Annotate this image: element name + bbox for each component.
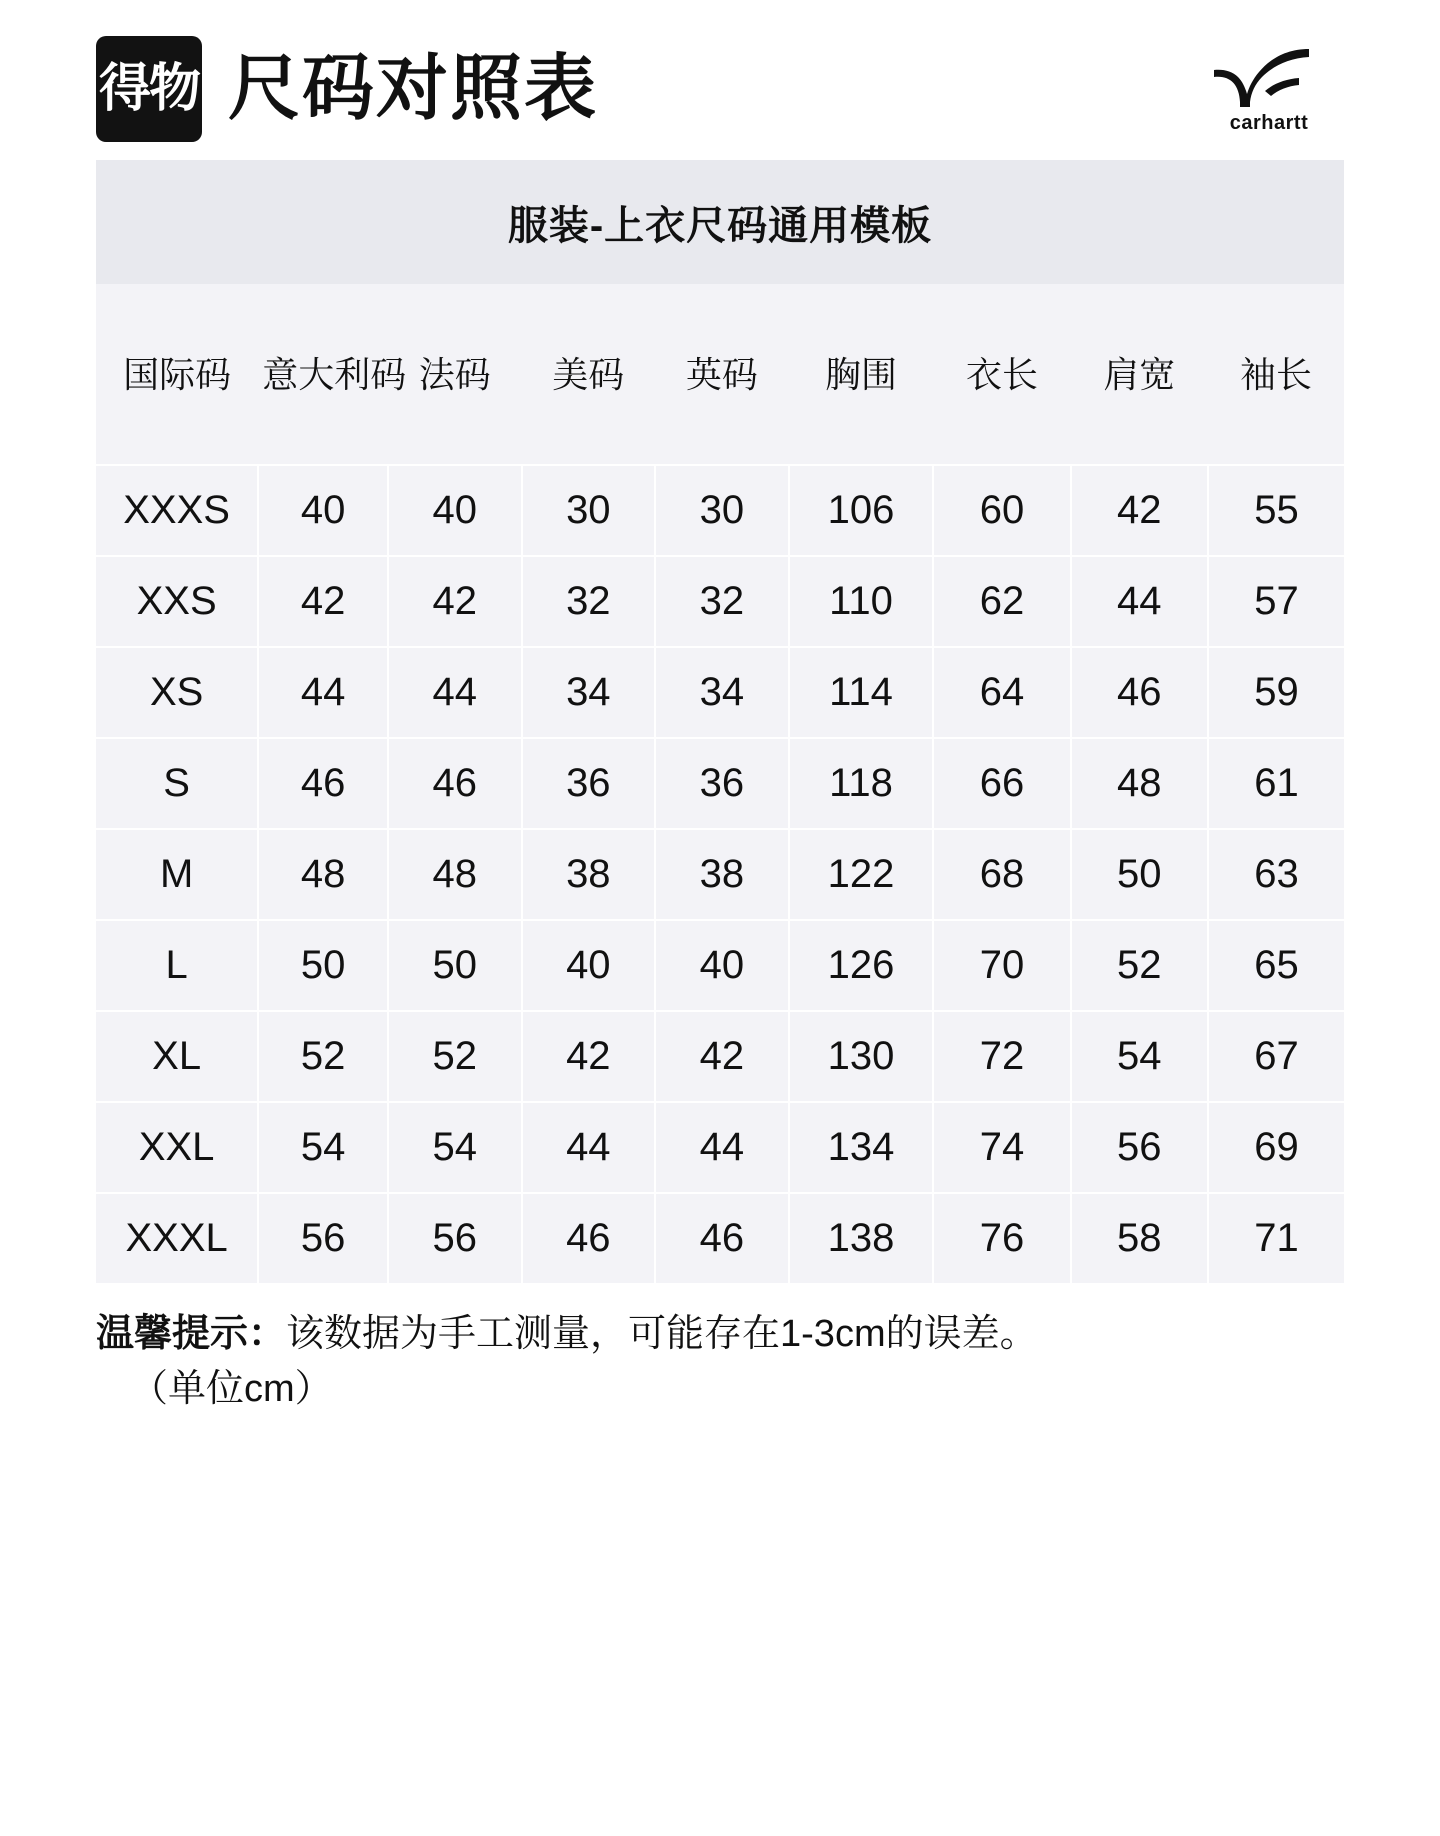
table-row xyxy=(96,1102,1344,1193)
table-row xyxy=(96,647,1344,738)
column-header-sleeve: 袖长 xyxy=(1239,353,1312,395)
table-row xyxy=(96,920,1344,1011)
cell-uk: 34 xyxy=(655,647,789,738)
cell-france: 52 xyxy=(388,1011,522,1102)
measurement-note xyxy=(96,1307,1344,1417)
cell-length: 70 xyxy=(933,920,1070,1011)
carhartt-logo-icon xyxy=(1211,44,1327,110)
cell-size: M xyxy=(96,829,258,920)
page-title: 尺码对照表 xyxy=(228,49,599,129)
column-header-length: 衣长 xyxy=(966,353,1039,395)
cell-size: L xyxy=(96,920,258,1011)
cell-chest: 122 xyxy=(789,829,934,920)
cell-length: 66 xyxy=(933,738,1070,829)
cell-size: XXXL xyxy=(96,1193,258,1283)
cell-france: 48 xyxy=(388,829,522,920)
cell-size: XL xyxy=(96,1011,258,1102)
cell-shoulder: 58 xyxy=(1071,1193,1208,1283)
cell-france: 54 xyxy=(388,1102,522,1193)
cell-length: 72 xyxy=(933,1011,1070,1102)
cell-size: XXS xyxy=(96,556,258,647)
cell-uk: 46 xyxy=(655,1193,789,1283)
cell-chest: 106 xyxy=(789,465,934,556)
cell-shoulder: 54 xyxy=(1071,1011,1208,1102)
cell-us: 44 xyxy=(522,1102,656,1193)
cell-size: XXL xyxy=(96,1102,258,1193)
cell-sleeve: 57 xyxy=(1254,579,1299,623)
cell-italy: 50 xyxy=(258,920,388,1011)
cell-sleeve: 69 xyxy=(1254,1125,1299,1169)
cell-chest: 130 xyxy=(789,1011,934,1102)
cell-us: 38 xyxy=(522,829,656,920)
cell-uk: 44 xyxy=(655,1102,789,1193)
table-body xyxy=(96,465,1344,1283)
cell-chest: 114 xyxy=(789,647,934,738)
cell-size: XXXS xyxy=(96,465,258,556)
cell-sleeve: 67 xyxy=(1254,1034,1299,1078)
column-header-chest: 胸围 xyxy=(824,353,897,395)
cell-us: 46 xyxy=(522,1193,656,1283)
cell-us: 36 xyxy=(522,738,656,829)
dewu-brand-badge xyxy=(96,36,202,142)
cell-italy: 40 xyxy=(258,465,388,556)
note-text: 该数据为手工测量，可能存在1-3cm的误差。 xyxy=(286,1313,1038,1355)
cell-sleeve: 71 xyxy=(1254,1216,1299,1260)
cell-size: XS xyxy=(96,647,258,738)
cell-uk: 32 xyxy=(655,556,789,647)
cell-italy: 52 xyxy=(258,1011,388,1102)
table-row xyxy=(96,829,1344,920)
size-table xyxy=(96,284,1344,1283)
cell-italy: 48 xyxy=(258,829,388,920)
cell-france: 42 xyxy=(388,556,522,647)
column-header-uk: 英码 xyxy=(685,353,758,395)
cell-shoulder: 50 xyxy=(1071,829,1208,920)
cell-italy: 42 xyxy=(258,556,388,647)
cell-france: 50 xyxy=(388,920,522,1011)
cell-uk: 40 xyxy=(655,920,789,1011)
table-caption: 服装-上衣尺码通用模板 xyxy=(96,160,1344,284)
cell-length: 76 xyxy=(933,1193,1070,1283)
cell-france: 40 xyxy=(388,465,522,556)
note-unit: （单位cm） xyxy=(130,1368,333,1411)
cell-chest: 118 xyxy=(789,738,934,829)
cell-sleeve: 63 xyxy=(1254,852,1299,896)
brand-logo xyxy=(1194,29,1344,149)
column-header-italy: 意大利码 xyxy=(262,353,407,395)
cell-sleeve: 59 xyxy=(1254,670,1299,714)
cell-chest: 138 xyxy=(789,1193,934,1283)
table-row xyxy=(96,465,1344,556)
cell-italy: 56 xyxy=(258,1193,388,1283)
cell-chest: 134 xyxy=(789,1102,934,1193)
carhartt-wordmark: carhartt xyxy=(1229,111,1309,134)
cell-sleeve: 65 xyxy=(1254,943,1299,987)
cell-length: 62 xyxy=(933,556,1070,647)
cell-uk: 42 xyxy=(655,1011,789,1102)
table-header xyxy=(96,284,1344,465)
table-row xyxy=(96,1193,1344,1283)
cell-chest: 110 xyxy=(789,556,934,647)
cell-us: 40 xyxy=(522,920,656,1011)
cell-shoulder: 42 xyxy=(1071,465,1208,556)
cell-sleeve: 61 xyxy=(1254,761,1299,805)
cell-length: 68 xyxy=(933,829,1070,920)
table-row xyxy=(96,738,1344,829)
page-header xyxy=(96,0,1344,160)
cell-size: S xyxy=(96,738,258,829)
dewu-brand-badge-label: 得物 xyxy=(98,59,199,119)
table-row xyxy=(96,1011,1344,1102)
cell-sleeve: 55 xyxy=(1254,488,1299,532)
cell-uk: 30 xyxy=(655,465,789,556)
cell-length: 60 xyxy=(933,465,1070,556)
cell-shoulder: 46 xyxy=(1071,647,1208,738)
cell-shoulder: 52 xyxy=(1071,920,1208,1011)
cell-us: 34 xyxy=(522,647,656,738)
cell-us: 30 xyxy=(522,465,656,556)
cell-length: 74 xyxy=(933,1102,1070,1193)
cell-shoulder: 56 xyxy=(1071,1102,1208,1193)
cell-france: 56 xyxy=(388,1193,522,1283)
cell-italy: 46 xyxy=(258,738,388,829)
cell-uk: 36 xyxy=(655,738,789,829)
table-header-row xyxy=(96,284,1344,465)
note-label: 温馨提示： xyxy=(96,1313,287,1355)
column-header-shoulder: 肩宽 xyxy=(1103,353,1176,395)
table-row xyxy=(96,556,1344,647)
cell-us: 32 xyxy=(522,556,656,647)
cell-chest: 126 xyxy=(789,920,934,1011)
cell-shoulder: 48 xyxy=(1071,738,1208,829)
cell-uk: 38 xyxy=(655,829,789,920)
cell-france: 44 xyxy=(388,647,522,738)
column-header-us: 美码 xyxy=(552,353,625,395)
cell-length: 64 xyxy=(933,647,1070,738)
column-header-france: 法码 xyxy=(418,353,491,395)
cell-italy: 44 xyxy=(258,647,388,738)
cell-us: 42 xyxy=(522,1011,656,1102)
cell-shoulder: 44 xyxy=(1071,556,1208,647)
cell-france: 46 xyxy=(388,738,522,829)
column-header-international: 国际码 xyxy=(123,353,232,395)
cell-italy: 54 xyxy=(258,1102,388,1193)
